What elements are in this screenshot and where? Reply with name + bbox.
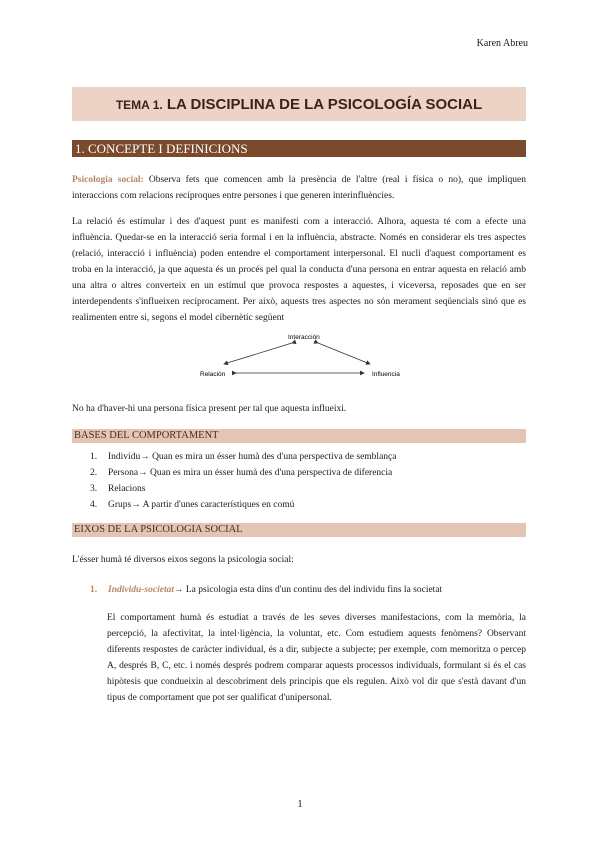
eixos-item-1-text: → La psicologia esta dins d'un continu des del individu fins la societat (173, 585, 443, 595)
list-item: 2. Persona→ Quan es mira un ésser humà des d'una perspectiva de diferencia (90, 468, 393, 478)
eixos-intro: L'ésser humà té diversos eixos segons la psicologia social: (72, 555, 294, 565)
eixos-item-1: 1. Individu-societat→ La psicologia esta dins d'un continu des del individu fins la societat (90, 585, 443, 595)
list-item: 3. Relacions (90, 484, 146, 494)
diagram-label-right: Influencia (372, 371, 400, 378)
eixos-item-1-paragraph: El comportament humà és estudiat a través de les seves diverses manifestacions, com la memòria, la percepció, la afectivitat, la intel·ligència, la voluntat, etc. Com estudiem aquests fenòmens? Observant diferents respostes de caràcter individual, és a dir, subjecte a subjecte; per exemple, com memoritza o percep A, després B, C, etc. i només després podrem comparar aquests processos individuals, formulant si és el cas hipòtesis que condueixin al descobriment dels principis que els regulen. Això vol dir que s'està davant d'un tipus de comportament que pot ser qualificat d'unipersonal. (107, 613, 526, 703)
arrow-interaccion-influencia (318, 343, 370, 364)
section-heading-concepte: 1. CONCEPTE I DEFINICIONS (72, 140, 526, 157)
diagram-label-left: Relación (200, 371, 226, 378)
diagram-arrows (200, 330, 405, 378)
diagram-label-top: Interacción (288, 334, 320, 341)
list-item: 4. Grups→ A partir d'unes característiques en comú (90, 500, 295, 510)
title-text: LA DISCIPLINA DE LA PSICOLOGÍA SOCIAL (166, 96, 483, 113)
section-heading-bases: BASES DEL COMPORTAMENT (72, 429, 526, 443)
title-banner (72, 87, 526, 121)
header-author: Karen Abreu (476, 38, 528, 49)
presence-note: No ha d'haver-hi una persona física present per tal que aquesta influeixi. (72, 404, 347, 414)
page-title (72, 96, 526, 113)
relation-paragraph: La relació és estímular i des d'aquest punt es manifesti com a interacció. Alhora, aquesta té com a efecte una influència. Quedar-se en la interacció seria formal i en la influència, abstracte. Només en considerar els tres aspectes (relació, interacció i influència) poden entendre el comportament interpersonal. El nucli d'aquest comportament es troba en la interacció, ja que aquesta és un procés pel qual la conducta d'una persona en entrar aquesta en relació amb una altra o altres converteix en un estímul que provoca respostes a aquestes, i viceversa, reposades que en ser interdependents s'influeixen recíprocament. Per això, aquests tres aspectes no són merament seqüencials sinó que es realimenten entre si, segons el model cibernètic següent (72, 217, 526, 323)
cybernetic-model-diagram (200, 330, 405, 378)
definition-text: Observa fets que comencen amb la presència de l'altre (real i física o no), que impliquen interaccions com relacions recíproques entre persones i que generen interinfluències. (72, 175, 526, 201)
definition-term: Psicologia social: (72, 175, 144, 185)
eixos-item-1-term: Individu-societat (108, 585, 174, 595)
list-item: 1. Individu→ Quan es mira un ésser humà des d'una perspectiva de semblança (90, 452, 397, 462)
arrow-interaccion-relacion (224, 343, 292, 364)
page-number: 1 (297, 798, 303, 810)
definition-paragraph (72, 172, 526, 204)
bases-list (90, 449, 526, 513)
section-heading-eixos: EIXOS DE LA PSICOLOGIA SOCIAL (72, 523, 526, 537)
title-prefix: TEMA 1. (115, 98, 163, 112)
